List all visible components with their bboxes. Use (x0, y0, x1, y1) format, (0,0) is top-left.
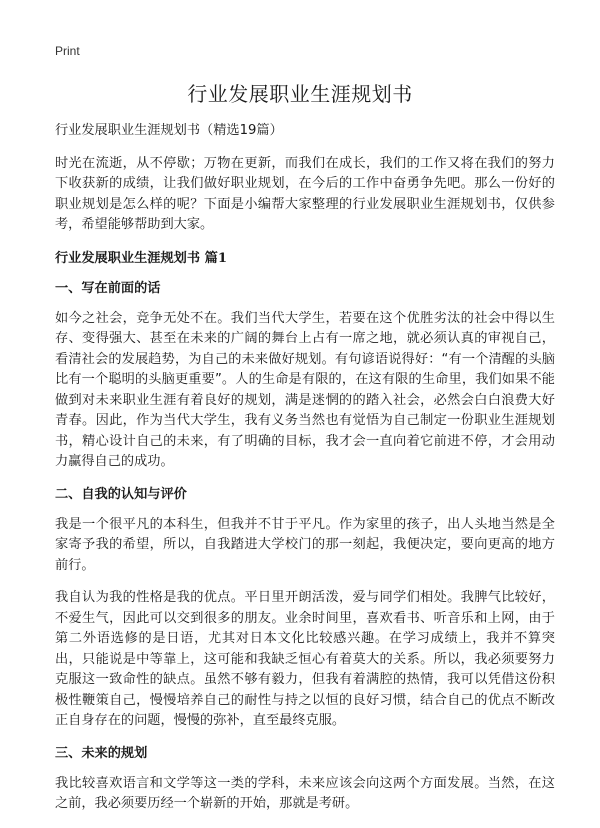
section-3-paragraph-1: 我比较喜欢语言和文学等这一类的学科，未来应该会向这两个方面发展。当然，在这之前，我必须要历经一个崭新的开始，那就是考研。 (55, 775, 555, 811)
print-label: Print (55, 44, 80, 58)
document-subtitle: 行业发展职业生涯规划书（精选19篇） (55, 123, 283, 138)
article-heading: 行业发展职业生涯规划书 篇1 (55, 250, 228, 266)
section-heading-1: 一、写在前面的话 (55, 280, 161, 296)
intro-paragraph: 时光在流逝，从不停歇；万物在更新，而我们在成长，我们的工作又将在我们的努力下收获新的成绩，让我们做好职业规划，在今后的工作中奋勇争先吧。那么一份好的职业规划是怎么样的呢？下面是小编帮大家整理的行业发展职业生涯规划书，仅供参考，希望能够帮助到大家。 (55, 155, 555, 232)
document-title: 行业发展职业生涯规划书 (187, 82, 413, 106)
section-2-paragraph-1: 我是一个很平凡的本科生，但我并不甘于平凡。作为家里的孩子，出人头地当然是全家寄予我的希望，所以，自我踏进大学校门的那一刻起，我便决定，要向更高的地方前行。 (55, 516, 555, 573)
document-body (55, 121, 555, 815)
section-2-paragraph-2: 我自认为我的性格是我的优点。平日里开朗活泼，爱与同学们相处。我脾气比较好，不爱生气，因此可以交到很多的朋友。业余时间里，喜欢看书、听音乐和上网，由于第二外语选修的是日语，尤其对日本文化比较感兴趣。在学习成绩上，我并不算突出，只能说是中等靠上，这可能和我缺乏恒心有着莫大的关系。所以，我必须要努力克服这一致命性的缺点。虽然不够有毅力，但我有着满腔的热情，我可以凭借这份积极性鞭策自己，慢慢培养自己的耐性与持之以恒的良好习惯，结合自己的优点不断改正自身存在的问题，慢慢的弥补，直至最终克服。 (55, 590, 555, 728)
section-1-paragraph-1: 如今之社会，竞争无处不在。我们当代大学生，若要在这个优胜劣汰的社会中得以生存、变得强大、甚至在未来的广阔的舞台上占有一席之地，就必须认真的审视自己，看清社会的发展趋势，为自己的未来做好规划。有句谚语说得好：“有一个清醒的头脑比有一个聪明的头脑更重要”。人的生命是有限的，在这有限的生命里，我们如果不能做到对未来职业生涯有着良好的规划，满是迷惘的的踏入社会，必然会白白浪费大好青春。因此，作为当代大学生，我有义务当然也有觉悟为自己制定一份职业生涯规划书，精心设计自己的未来，有了明确的目标，我才会一直向着它前进不停，才会用动力赢得自己的成功。 (55, 310, 555, 469)
section-heading-3: 三、未来的规划 (55, 745, 148, 761)
section-heading-2: 二、自我的认知与评价 (55, 486, 187, 502)
